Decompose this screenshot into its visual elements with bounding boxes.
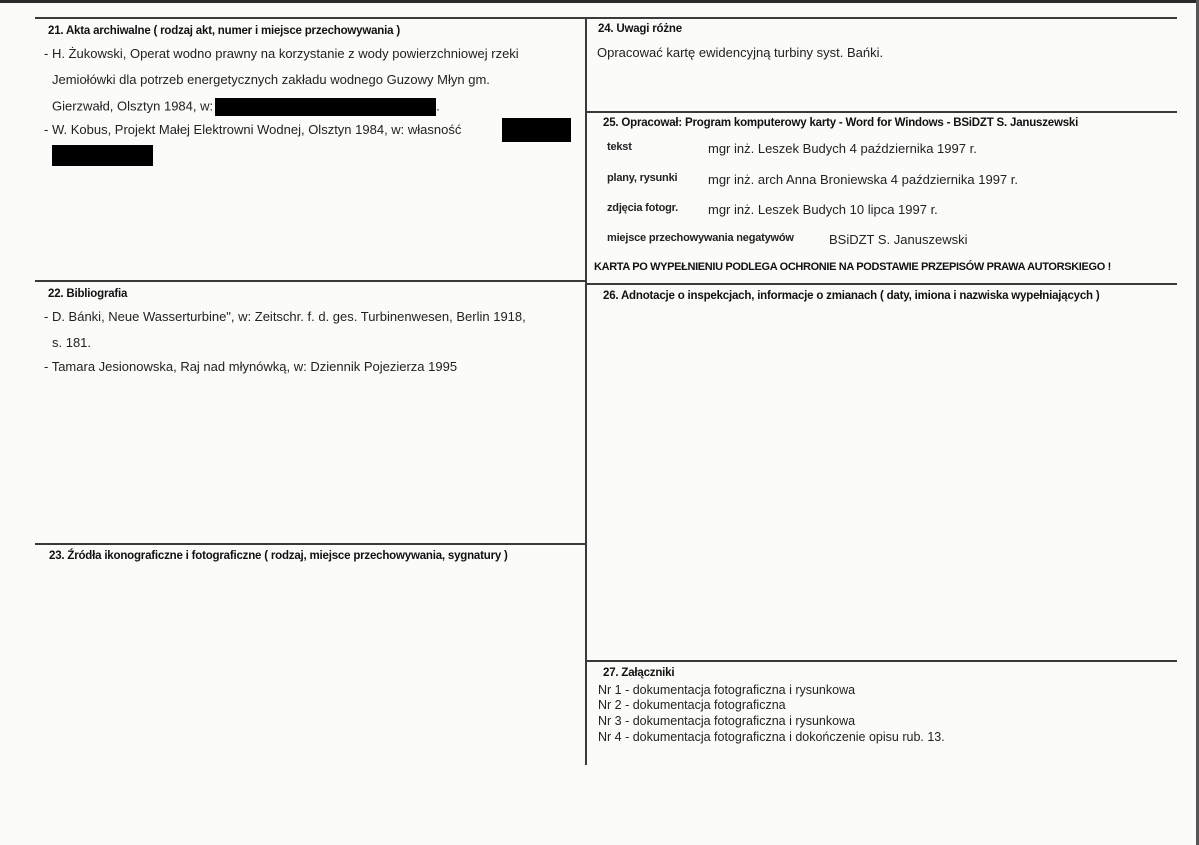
section-25-row-negatives xyxy=(607,232,1167,250)
attachment-item: Nr 4 - dokumentacja fotograficzna i dokończenie opisu rub. 13. xyxy=(598,730,945,744)
row-value: BSiDZT S. Januszewski xyxy=(829,232,968,247)
divider-22-23 xyxy=(35,543,587,545)
section-26-heading: 26. Adnotacje o inspekcjach, informacje o zmianach ( daty, imiona i nazwiska wypełniających ) xyxy=(603,290,1100,302)
redaction-bar xyxy=(502,118,571,142)
section-25-row-text xyxy=(607,141,1167,159)
section-25-heading: 25. Opracował: Program komputerowy karty - Word for Windows - BSiDZT S. Januszewski xyxy=(603,117,1079,129)
center-divider xyxy=(585,17,587,765)
section-21-line-2: Jemiołówki dla potrzeb energetycznych zakładu wodnego Guzowy Młyn gm. xyxy=(52,72,490,87)
top-border-line xyxy=(35,17,1177,19)
redaction-bar xyxy=(215,98,436,116)
top-edge xyxy=(0,0,1199,3)
attachment-item: Nr 1 - dokumentacja fotograficzna i rysunkowa xyxy=(598,683,856,697)
section-21-line-3 xyxy=(52,98,440,116)
divider-21-22 xyxy=(35,280,587,282)
divider-26-27 xyxy=(587,660,1177,662)
section-22-line-2: s. 181. xyxy=(52,335,92,350)
section-27-heading: 27. Załączniki xyxy=(603,667,675,679)
row-label: plany, rysunki xyxy=(607,172,678,184)
section-22-line-1: - D. Bánki, Neue Wasserturbine", w: Zeitschr. f. d. ges. Turbinenwesen, Berlin 1918, xyxy=(44,309,526,324)
row-label: miejsce przechowywania negatywów xyxy=(607,232,794,244)
divider-25-26 xyxy=(587,283,1177,285)
section-21-line-4: - W. Kobus, Projekt Małej Elektrowni Wodnej, Olsztyn 1984, w: własność xyxy=(44,122,462,137)
section-22-heading: 22. Bibliografia xyxy=(48,288,128,300)
section-22-line-3: - Tamara Jesionowska, Raj nad młynówką, w: Dziennik Pojezierza 1995 xyxy=(44,359,458,374)
copyright-notice: KARTA PO WYPEŁNIENIU PODLEGA OCHRONIE NA PODSTAWIE PRZEPISÓW PRAWA AUTORSKIEGO ! xyxy=(594,261,1111,273)
row-value: mgr inż. arch Anna Broniewska 4 października 1997 r. xyxy=(708,172,1019,187)
redaction-bar xyxy=(52,145,153,166)
section-24-line-1: Opracować kartę ewidencyjną turbiny syst. Bańki. xyxy=(597,45,884,60)
section-25-row-photos xyxy=(607,202,1167,220)
row-value: mgr inż. Leszek Budych 4 października 1997 r. xyxy=(708,141,977,156)
section-21-heading: 21. Akta archiwalne ( rodzaj akt, numer i miejsce przechowywania ) xyxy=(48,25,400,37)
row-label: tekst xyxy=(607,141,632,153)
section-23-heading: 23. Źródła ikonograficzne i fotograficzne ( rodzaj, miejsce przechowywania, sygnatury ) xyxy=(49,550,508,562)
attachment-item: Nr 3 - dokumentacja fotograficzna i rysunkowa xyxy=(598,714,856,728)
row-label: zdjęcia fotogr. xyxy=(607,202,678,214)
section-21-line-3-text: Gierzwałd, Olsztyn 1984, w: xyxy=(52,98,214,114)
section-21-line-3-end: . xyxy=(436,98,440,114)
divider-24-25 xyxy=(587,111,1177,113)
section-24-heading: 24. Uwagi różne xyxy=(598,23,682,35)
section-25-row-drawings xyxy=(607,172,1167,190)
attachment-item: Nr 2 - dokumentacja fotograficzna xyxy=(598,698,786,712)
section-21-line-1: - H. Żukowski, Operat wodno prawny na korzystanie z wody powierzchniowej rzeki xyxy=(44,46,519,61)
row-value: mgr inż. Leszek Budych 10 lipca 1997 r. xyxy=(708,202,938,217)
